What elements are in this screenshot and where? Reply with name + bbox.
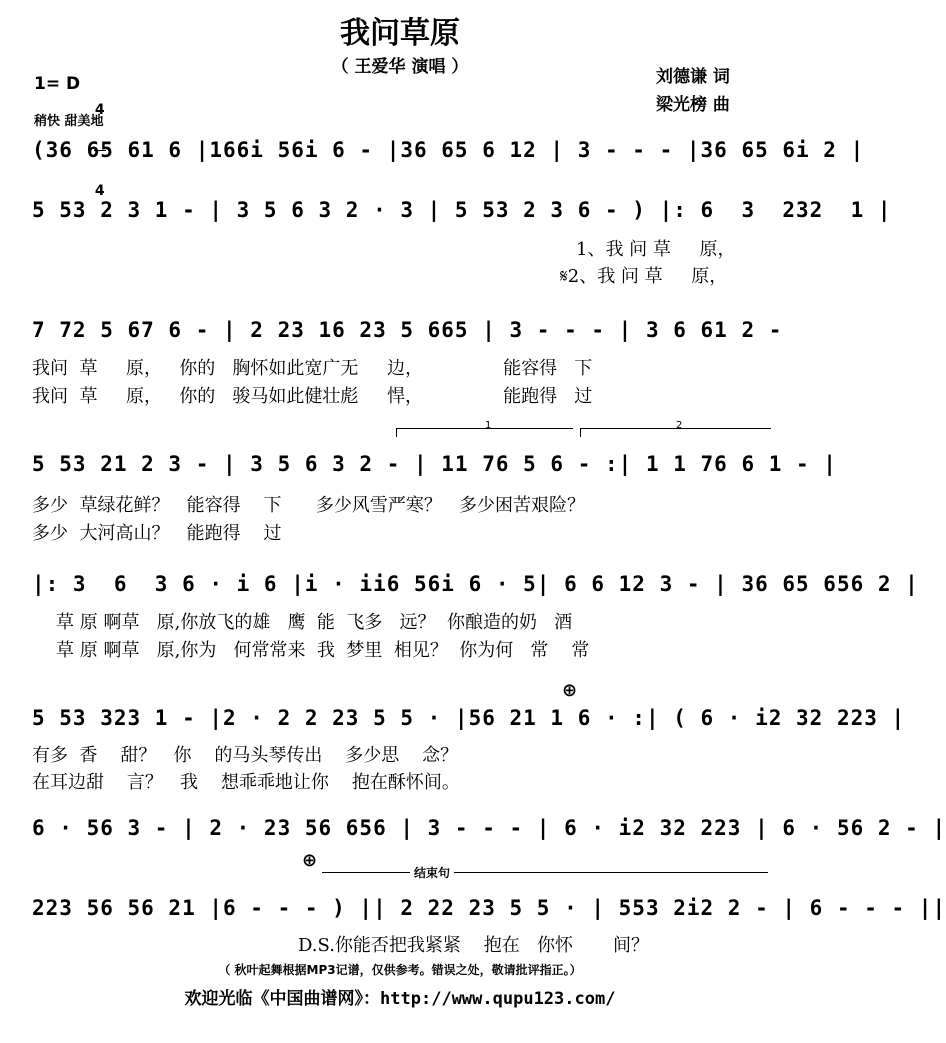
score-line-3: 7 72 5 67 6 - | 2 23 16 23 5 665 | 3 - - - | 3 6 61 2 -: [32, 318, 797, 342]
score-line-1: (36 65 61 6 |166i 56i 6 - |36 65 6 12 | 3 - - - |36 65 6i 2 |: [32, 138, 865, 162]
lyricist-credit: 刘德谦 词: [656, 67, 730, 87]
score-line-8: 223 56 56 21 |6 - - - ) || 2 22 23 5 5 · | 553 2i2 2 - | 6 - - - ||: [32, 896, 946, 920]
lyric-line-2b: 𝄋2、我 问 草 原，: [560, 266, 728, 287]
score-line-7: 6 · 56 3 - | 2 · 23 56 656 | 3 - - - | 6 · i2 32 223 | 6 · 56 2 - |: [32, 816, 946, 840]
coda-icon-2: ⊕: [302, 850, 318, 871]
lyric-line-3b: 我问 草 原， 你的 骏马如此健壮彪 悍， 能跑得 过: [32, 386, 593, 407]
lyric-line-4a: 多少 草绿花鲜？ 能容得 下 多少风雪严寒？ 多少困苦艰险？: [32, 495, 585, 516]
volta-bracket-2: [580, 420, 771, 437]
performer-subtitle: （ 王爱华 演唱 ）: [331, 57, 469, 77]
volta-2-label: 2: [676, 420, 683, 431]
ending-label: 结束句: [410, 864, 454, 881]
transcription-note: （ 秋叶起舞根据MP3记谱，仅供参考。错误之处，敬请批评指正。）: [218, 963, 582, 977]
volta-bracket-1: [396, 420, 573, 437]
volta-1-label: 1: [485, 420, 492, 431]
lyric-line-3a: 我问 草 原， 你的 胸怀如此宽广无 边， 能容得 下: [32, 358, 593, 379]
lyric-line-4b: 多少 大河高山？ 能跑得 过: [32, 523, 282, 544]
time-signature-bottom: 4: [94, 183, 105, 199]
composer-credit: 梁光榜 曲: [656, 95, 730, 115]
key-signature: 1= D: [34, 74, 81, 94]
time-signature-top: 4: [94, 102, 105, 118]
lyric-line-6b: 在耳边甜 言？ 我 想乖乖地让你 抱在酥怀间。: [32, 772, 460, 793]
tempo-marking: 稍快 甜美地: [34, 114, 104, 129]
score-line-2: 5 53 2 3 1 - | 3 5 6 3 2 · 3 | 5 53 2 3 6 - ) |: 6 3 232 1 |: [32, 198, 892, 222]
coda-icon: ⊕: [562, 680, 578, 701]
site-credit: 欢迎光临《中国曲谱网》：http://www.qupu123.com/: [184, 989, 616, 1009]
score-line-5: |: 3 6 3 6 · i 6 |i · ii6 56i 6 · 5| 6 6 12 3 - | 36 65 656 2 |: [32, 572, 919, 596]
lyric-line-5a: 草 原 啊草 原,你放飞的雄 鹰 能 飞多 远？ 你酿造的奶 酒: [56, 612, 573, 633]
song-title: 我问草原: [340, 16, 460, 51]
lyric-line-2a: 1、我 问 草 原，: [576, 239, 736, 260]
ending-bracket: [322, 872, 768, 881]
score-line-6: 5 53 323 1 - |2 · 2 2 23 5 5 · |56 21 1 6 · :| ( 6 · i2 32 223 |: [32, 706, 906, 730]
lyric-line-8: D.S.你能否把我紧紧 抱在 你怀 间？: [298, 935, 650, 956]
score-line-4: 5 53 21 2 3 - | 3 5 6 3 2 - | 11 76 5 6 - :| 1 1 76 6 1 - |: [32, 452, 837, 476]
lyric-line-6a: 有多 香 甜？ 你 的马头琴传出 多少思 念？: [32, 745, 459, 766]
lyric-line-5b: 草 原 啊草 原,你为 何常常来 我 梦里 相见？ 你为何 常 常: [56, 640, 590, 661]
